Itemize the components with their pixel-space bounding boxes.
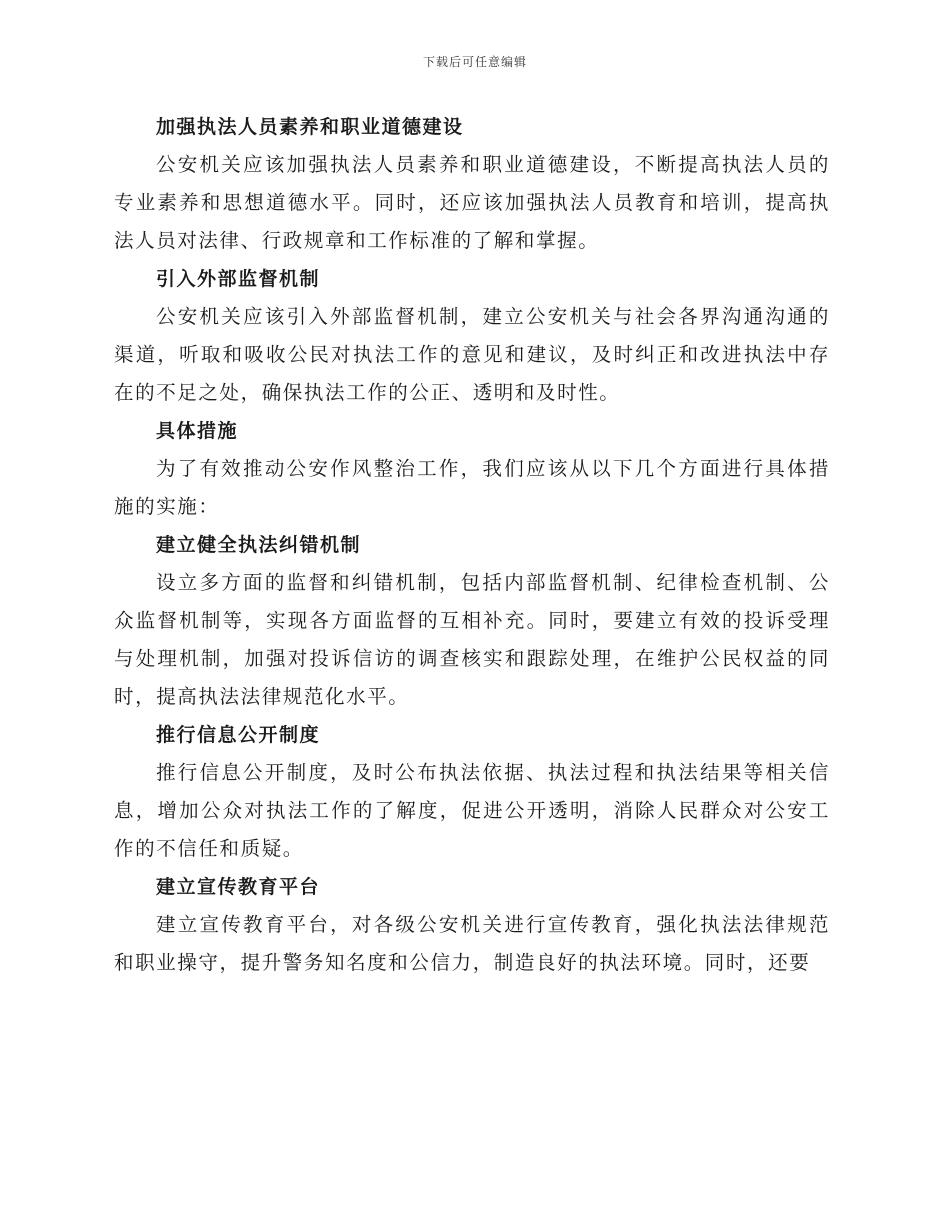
section-external-supervision: [114, 260, 830, 412]
section-paragraph: 推行信息公开制度，及时公布执法依据、执法过程和执法结果等相关信息，增加公众对执法工作的了解度，促进公开透明，消除人民群众对公安工作的不信任和质疑。: [114, 761, 830, 860]
section-heading: 引入外部监督机制: [156, 268, 321, 290]
document-body: [114, 108, 830, 982]
section-error-correction: [114, 526, 830, 716]
section-paragraph: 设立多方面的监督和纠错机制，包括内部监督机制、纪律检查机制、公众监督机制等，实现各方面监督的互相补充。同时，要建立有效的投诉受理与处理机制，加强对投诉信访的调查核实和跟踪处理，在维护公民权益的同时，提高执法法律规范化水平。: [114, 571, 830, 708]
section-information-disclosure: [114, 716, 830, 868]
section-paragraph: 公安机关应该引入外部监督机制，建立公安机关与社会各界沟通沟通的渠道，听取和吸收公民对执法工作的意见和建议，及时纠正和改进执法中存在的不足之处，确保执法工作的公正、透明和及时性。: [114, 305, 830, 404]
page-header-note: 下载后可任意编辑: [422, 55, 527, 69]
section-heading: 建立健全执法纠错机制: [156, 534, 362, 556]
section-paragraph: 公安机关应该加强执法人员素养和职业道德建设，不断提高执法人员的专业素养和思想道德水平。同时，还应该加强执法人员教育和培训，提高执法人员对法律、行政规章和工作标准的了解和掌握。: [114, 153, 830, 252]
section-paragraph: 建立宣传教育平台，对各级公安机关进行宣传教育，强化执法法律规范和职业操守，提升警务知名度和公信力，制造良好的执法环境。同时，还要: [114, 913, 830, 974]
section-publicity-platform: [114, 868, 830, 982]
section-heading: 加强执法人员素养和职业道德建设: [156, 116, 464, 138]
section-specific-measures: [114, 412, 830, 526]
section-professional-ethics: [114, 108, 830, 260]
section-heading: 建立宣传教育平台: [156, 876, 321, 898]
section-paragraph: 为了有效推动公安作风整治工作，我们应该从以下几个方面进行具体措施的实施：: [114, 457, 830, 518]
section-heading: 推行信息公开制度: [156, 724, 321, 746]
section-heading: 具体措施: [156, 420, 239, 442]
